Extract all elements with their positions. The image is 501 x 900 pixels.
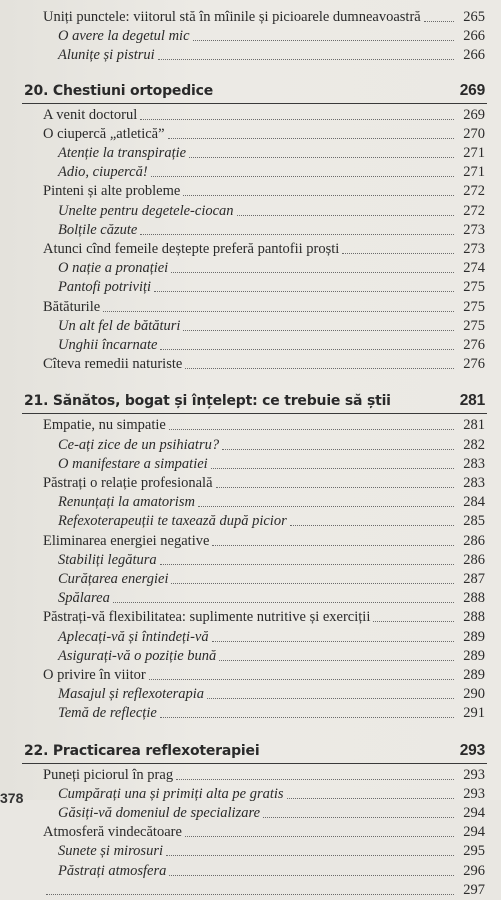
entry-title: Uniți punctele: viitorul stă în mîinile și picioarele dumneavoastră bbox=[43, 9, 421, 25]
toc-subentry bbox=[0, 336, 501, 355]
toc-entry bbox=[0, 355, 501, 374]
chapter-page: 269 bbox=[459, 81, 485, 99]
dot-leader bbox=[185, 836, 454, 837]
toc-entry bbox=[0, 474, 501, 493]
toc-entry bbox=[0, 298, 501, 317]
dot-leader bbox=[46, 894, 454, 895]
entry-title: Masajul și reflexoterapia bbox=[58, 686, 205, 703]
entry-title: Sunete și mirosuri bbox=[58, 843, 163, 860]
chapter-rule bbox=[22, 103, 487, 104]
toc-subentry bbox=[0, 589, 501, 608]
toc-subentry bbox=[0, 144, 501, 163]
entry-title: Pantofi potriviți bbox=[58, 279, 152, 296]
page-number: 283 bbox=[463, 475, 485, 491]
toc-subentry bbox=[0, 163, 501, 182]
page-number: 289 bbox=[463, 647, 485, 664]
entry-title: Renunțați la amatorism bbox=[58, 494, 195, 511]
chapter-heading bbox=[24, 392, 485, 414]
entry-title: Un alt fel de bătături bbox=[58, 317, 181, 334]
toc-entry bbox=[0, 666, 501, 685]
page-number: 288 bbox=[463, 609, 485, 626]
toc-subentry bbox=[0, 455, 501, 474]
dot-leader bbox=[103, 311, 454, 312]
entry-title: Atunci cînd femeile deștepte preferă pantofii proști bbox=[43, 241, 340, 257]
dot-leader bbox=[183, 330, 454, 331]
toc-subentry bbox=[0, 493, 501, 512]
entry-title: Ce-ați zice de un psihiatru? bbox=[58, 436, 220, 453]
dot-leader bbox=[169, 875, 454, 876]
toc-subentry bbox=[0, 512, 501, 531]
toc-subentry bbox=[0, 804, 501, 823]
page-number: 293 bbox=[463, 766, 485, 783]
dot-leader bbox=[158, 59, 454, 60]
page-number: 276 bbox=[463, 356, 485, 373]
dot-leader bbox=[263, 817, 454, 818]
page-number: 286 bbox=[463, 532, 485, 549]
entry-title: Bătăturile bbox=[43, 298, 101, 315]
entry-title: Unelte pentru degetele-ciocan bbox=[58, 202, 234, 219]
chapter-heading bbox=[24, 82, 485, 104]
page-number: 273 bbox=[463, 221, 485, 238]
page-number: 294 bbox=[463, 824, 485, 841]
dot-leader bbox=[185, 368, 454, 369]
dot-leader bbox=[207, 698, 454, 699]
dot-leader bbox=[424, 21, 454, 22]
toc-subentry bbox=[0, 46, 501, 65]
entry-title: O avere la degetul mic bbox=[58, 28, 190, 45]
page-number: 266 bbox=[463, 28, 485, 45]
chapter-title: 21. Sănătos, bogat și înțelept: ce trebuie să știi bbox=[24, 393, 391, 410]
toc-subentry bbox=[0, 551, 501, 570]
chapter-title: 22. Practicarea reflexoterapiei bbox=[24, 742, 260, 759]
page-number: 275 bbox=[463, 317, 485, 334]
page-number: 281 bbox=[463, 417, 485, 434]
chapter-heading bbox=[24, 742, 485, 764]
page-number: 297 bbox=[463, 881, 485, 898]
toc-subentry bbox=[0, 842, 501, 861]
page-number: 286 bbox=[463, 551, 485, 568]
dot-leader bbox=[140, 119, 454, 120]
entry-title: O nație a pronației bbox=[58, 260, 169, 277]
page-number: 265 bbox=[463, 9, 485, 25]
chapter-page: 281 bbox=[459, 392, 485, 410]
dot-leader bbox=[212, 641, 454, 642]
toc-entry bbox=[0, 823, 501, 842]
chapter-rule bbox=[22, 763, 487, 764]
entry-title: Pinteni și alte probleme bbox=[43, 183, 181, 200]
dot-leader bbox=[193, 40, 454, 41]
toc-subentry bbox=[0, 259, 501, 278]
dot-leader bbox=[169, 429, 454, 430]
page-number: 270 bbox=[463, 125, 485, 142]
dot-leader bbox=[212, 545, 454, 546]
toc-entry bbox=[0, 608, 501, 627]
page-number: 285 bbox=[463, 513, 485, 530]
dot-leader bbox=[113, 602, 454, 603]
toc-subentry bbox=[0, 785, 501, 804]
page-number: 276 bbox=[463, 337, 485, 353]
entry-title: Cumpărați una și primiți alta pe gratis bbox=[58, 785, 284, 802]
entry-title: Găsiți-vă domeniul de specializare bbox=[58, 805, 261, 821]
entry-title: Refexoterapeuții te taxează după picior bbox=[58, 513, 287, 530]
entry-title: Bolțile căzute bbox=[58, 221, 138, 238]
page-number: 269 bbox=[463, 106, 485, 123]
toc-subentry bbox=[0, 317, 501, 336]
page-number: 266 bbox=[463, 47, 485, 64]
entry-title: Atmosferă vindecătoare bbox=[43, 824, 182, 841]
dot-leader bbox=[373, 621, 454, 622]
dot-leader bbox=[237, 215, 454, 216]
toc-subentry bbox=[0, 278, 501, 297]
dot-leader bbox=[287, 798, 454, 799]
entry-title: Atenție la transpirație bbox=[58, 145, 187, 161]
dot-leader bbox=[149, 679, 454, 680]
page-number: 272 bbox=[463, 202, 485, 219]
page-number: 271 bbox=[463, 145, 485, 161]
page-number: 287 bbox=[463, 571, 485, 587]
entry-title: Spălarea bbox=[58, 590, 110, 607]
toc-entry bbox=[0, 881, 501, 900]
dot-leader bbox=[171, 272, 454, 273]
page-number: 273 bbox=[463, 241, 485, 257]
chapter-title: 20. Chestiuni ortopedice bbox=[24, 82, 214, 99]
dot-leader bbox=[168, 138, 454, 139]
dot-leader bbox=[176, 779, 454, 780]
entry-title: Păstrați atmosfera bbox=[58, 862, 167, 879]
dot-leader bbox=[183, 195, 454, 196]
entry-title: Asigurați-vă o poziție bună bbox=[58, 647, 217, 664]
dot-leader bbox=[140, 234, 454, 235]
entry-title: Eliminarea energiei negative bbox=[43, 532, 210, 549]
toc-subentry bbox=[0, 647, 501, 666]
page-number: 272 bbox=[463, 183, 485, 200]
dot-leader bbox=[154, 291, 454, 292]
toc-subentry bbox=[0, 221, 501, 240]
toc-entry bbox=[0, 8, 501, 27]
entry-title: Unghii încarnate bbox=[58, 337, 158, 353]
dot-leader bbox=[160, 564, 454, 565]
toc-entry bbox=[0, 106, 501, 125]
page-number: 289 bbox=[463, 667, 485, 683]
entry-title: Puneți piciorul în prag bbox=[43, 766, 174, 783]
page-number: 274 bbox=[463, 260, 485, 277]
chapter-page: 293 bbox=[459, 741, 485, 759]
entry-title: Temă de reflecție bbox=[58, 705, 157, 722]
dot-leader bbox=[216, 487, 454, 488]
entry-title: Cîteva remedii naturiste bbox=[43, 356, 183, 373]
page-number: 291 bbox=[463, 705, 485, 722]
page-number: 295 bbox=[463, 843, 485, 860]
entry-title: O ciupercă „atletică” bbox=[43, 125, 165, 142]
dot-leader bbox=[166, 855, 454, 856]
entry-title: O privire în viitor bbox=[43, 667, 146, 683]
dot-leader bbox=[290, 525, 454, 526]
toc-subentry bbox=[0, 436, 501, 455]
page-number: 288 bbox=[463, 590, 485, 607]
page-number: 271 bbox=[463, 164, 485, 181]
toc-subentry bbox=[0, 628, 501, 647]
dot-leader bbox=[198, 506, 454, 507]
dot-leader bbox=[171, 583, 454, 584]
toc-subentry bbox=[0, 862, 501, 881]
toc-subentry bbox=[0, 685, 501, 704]
toc-entry bbox=[0, 532, 501, 551]
entry-title: Aplecați-vă și întindeți-vă bbox=[58, 628, 209, 645]
page-number: 282 bbox=[463, 436, 485, 453]
entry-title: Stabiliți legătura bbox=[58, 551, 157, 568]
dot-leader bbox=[160, 349, 454, 350]
entry-title: Păstrați o relație profesională bbox=[43, 475, 213, 491]
entry-title: Adio, ciupercă! bbox=[58, 164, 148, 181]
page-number: 290 bbox=[463, 686, 485, 703]
dot-leader bbox=[222, 449, 454, 450]
page-number: 296 bbox=[463, 862, 485, 879]
entry-title: A venit doctorul bbox=[43, 106, 138, 123]
page-number: 293 bbox=[463, 785, 485, 802]
toc-entry bbox=[0, 182, 501, 201]
entry-title: Păstrați-vă flexibilitatea: suplimente nutritive și exerciții bbox=[43, 609, 371, 626]
toc-subentry bbox=[0, 570, 501, 589]
entry-title: Empatie, nu simpatie bbox=[43, 417, 166, 434]
dot-leader bbox=[342, 253, 454, 254]
page-number: 294 bbox=[463, 805, 485, 821]
entry-title: Alunițe și pistrui bbox=[58, 47, 155, 64]
page-number: 275 bbox=[463, 279, 485, 296]
dot-leader bbox=[219, 660, 454, 661]
dot-leader bbox=[160, 717, 454, 718]
toc-entry bbox=[0, 125, 501, 144]
chapter-rule bbox=[22, 413, 487, 414]
entry-title: O manifestare a simpatiei bbox=[58, 455, 208, 472]
entry-title: Curățarea energiei bbox=[58, 571, 169, 587]
toc-subentry bbox=[0, 202, 501, 221]
page-number: 283 bbox=[463, 455, 485, 472]
page-number: 284 bbox=[463, 494, 485, 511]
toc-subentry bbox=[0, 27, 501, 46]
toc-entry bbox=[0, 240, 501, 259]
toc-subentry bbox=[0, 704, 501, 723]
dot-leader bbox=[189, 157, 454, 158]
toc-entry bbox=[0, 416, 501, 435]
page-number: 289 bbox=[463, 628, 485, 645]
dot-leader bbox=[151, 176, 454, 177]
dot-leader bbox=[211, 468, 454, 469]
page-number: 275 bbox=[463, 298, 485, 315]
toc-entry bbox=[0, 766, 501, 785]
page-folio: 378 bbox=[0, 790, 24, 806]
